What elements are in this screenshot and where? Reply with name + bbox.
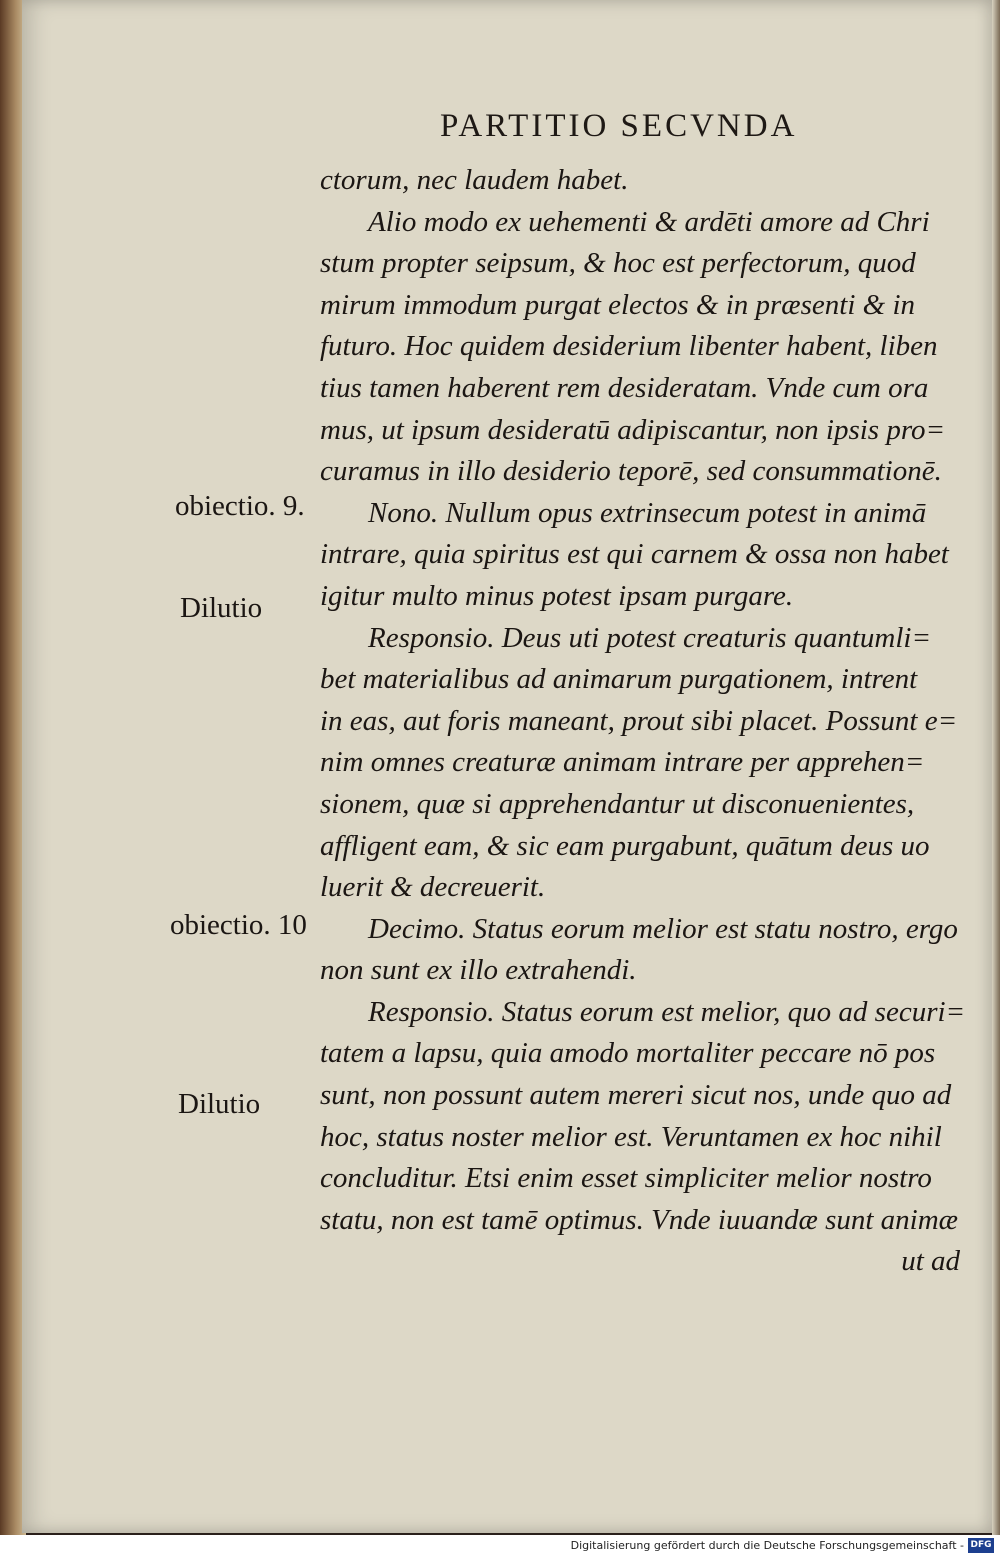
text-line: statu, non est tamē optimus. Vnde iuuandæ sunt animæ <box>320 1203 958 1236</box>
margin-note-dilutio: Dilutio <box>178 1088 261 1120</box>
margin-note-obiectio: obiectio. 10 <box>170 909 307 941</box>
text-line: hoc, status noster melior est. Veruntamen ex hoc nihil <box>320 1120 942 1153</box>
margin-note-obiectio: obiectio. 9. <box>175 490 305 522</box>
text-line: mirum immodum purgat electos & in præsenti & in <box>320 288 916 321</box>
text-line: affligent eam, & sic eam purgabunt, quātum deus uo <box>320 829 930 862</box>
text-line: Alio modo ex uehementi & ardēti amore ad Chri <box>368 205 930 238</box>
text-line: luerit & decreuerit. <box>320 871 546 904</box>
catchword: ut ad <box>901 1245 960 1278</box>
text-line: sunt, non possunt autem mereri sicut nos, unde quo ad <box>320 1079 952 1112</box>
body-text <box>320 160 966 1283</box>
text-line: non sunt ex illo extrahendi. <box>320 954 637 987</box>
page-edge-right <box>992 0 1000 1535</box>
text-line: Nono. Nullum opus extrinsecum potest in animā <box>368 496 927 529</box>
text-line: concluditur. Etsi enim esset simpliciter melior nostro <box>320 1162 932 1195</box>
running-head: PARTITIO SECVNDA <box>440 108 798 144</box>
text-line: stum propter seipsum, & hoc est perfectorum, quod <box>320 247 916 280</box>
text-line: intrare, quia spiritus est qui carnem & ossa non habet <box>320 538 949 571</box>
margin-note-dilutio: Dilutio <box>180 592 263 624</box>
text-line: in eas, aut foris maneant, prout sibi placet. Possunt e= <box>320 704 958 737</box>
text-line: igitur multo minus potest ipsam purgare. <box>320 579 794 612</box>
text-line: futuro. Hoc quidem desiderium libenter habent, liben <box>320 330 938 363</box>
text-line: sionem, quæ si apprehendantur ut disconuenientes, <box>320 787 915 820</box>
text-line: bet materialibus ad animarum purgationem, intrent <box>320 663 918 696</box>
footer-credit: Digitalisierung gefördert durch die Deutsche Forschungsgemeinschaft - <box>570 1539 964 1552</box>
text-line: tatem a lapsu, quia amodo mortaliter peccare nō pos <box>320 1037 936 1070</box>
text-line: Responsio. Status eorum est melior, quo ad securi= <box>368 995 966 1028</box>
text-line: Decimo. Status eorum melior est statu nostro, ergo <box>368 912 958 945</box>
text-line: Responsio. Deus uti potest creaturis quantumli= <box>368 621 932 654</box>
text-line: nim omnes creaturæ animam intrare per apprehen= <box>320 746 925 779</box>
text-line: ctorum, nec laudem habet. <box>320 164 629 196</box>
text-line: mus, ut ipsum desideratū adipiscantur, non ipsis pro= <box>320 413 946 446</box>
text-line: curamus in illo desiderio teporē, sed consummationē. <box>320 455 942 488</box>
text-line: tius tamen haberent rem desideratam. Vnde cum ora <box>320 371 929 404</box>
footer-bar <box>0 1535 1000 1557</box>
dfg-logo-icon: DFG <box>968 1538 994 1553</box>
